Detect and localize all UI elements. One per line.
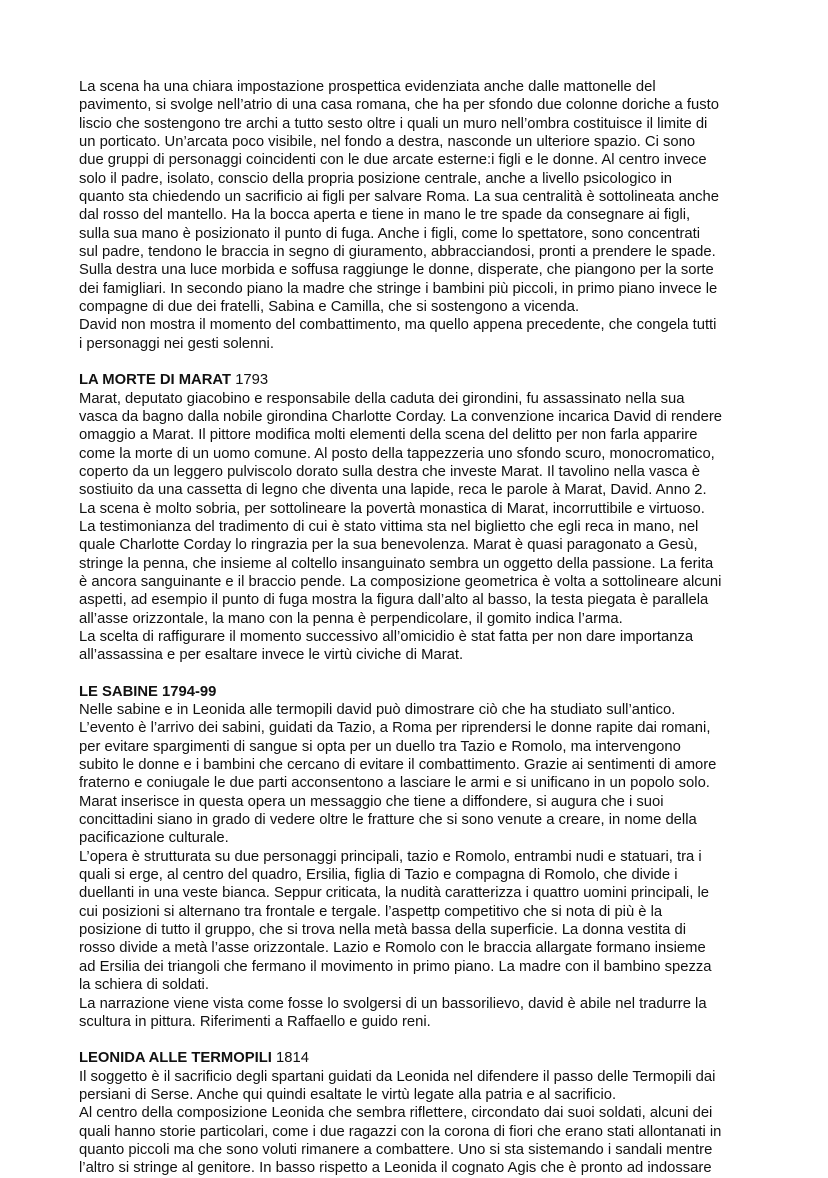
section-heading: [79, 371, 788, 389]
section-year: 1814: [276, 1050, 309, 1067]
section-heading: [79, 683, 788, 701]
section-title: LA MORTE DI MARAT: [79, 372, 232, 389]
section-paragraph: Marat, deputato giacobino e responsabile della caduta dei girondini, fu assassinato nella sua vasca da bagno dalla nobile girondina Charlotte Corday. La convenzione incarica David di rendere omaggio a Marat. Il pittore modifica molti elementi della scena del delitto per non farla apparire come la morte di un uomo comune. Al posto della tappezzeria uno sfondo scuro, monocromatico, coperto da un leggero pulviscolo dorato sulla destra che investe Marat. Il tavolino nella vasca è sostiuito da una cassetta di legno che diventa una lapide, reca le parole à Marat, David. Anno 2. La scena è molto sobria, per sottolineare la povertà monastica di Marat, incorruttibile e virtuoso. La testimonianza del tradimento di cui è stato vittima sta nel biglietto che egli reca in mano, nel quale Charlotte Corday lo ringrazia per la sua benevolenza. Marat è quasi paragonato a Gesù, stringe la penna, che insieme al coltello insanguinato sembra un oggetto della passione. La ferita è ancora sanguinante e il braccio pende. La composizione geometrica è volta a sottolineare alcuni aspetti, ad esempio il punto di fuga mostra la figura dall’alto al basso, la testa piegata è parallela all’asse orizzontale, la mano con la penna è perpendicolare, il gomito indica l’arma. La scelta di raffigurare il momento successivo all’omicidio è stat fatta per non dare importanza all’assassina e per esaltare invece le virtù civiche di Marat.: [79, 390, 722, 664]
section-heading: [79, 1049, 788, 1067]
section-year: 1793: [235, 372, 269, 389]
section-title: LEONIDA ALLE TERMOPILI: [79, 1050, 272, 1067]
section-sabine: [79, 683, 788, 1032]
section-marat: [79, 371, 788, 665]
section-paragraph: Nelle sabine e in Leonida alle termopili david può dimostrare ciò che ha studiato sull’antico. L’evento è l’arrivo dei sabini, guidati da Tazio, a Roma per riprendersi le donne rapite dai romani, per evitare spargimenti di sangue si opta per un duello tra Tazio e Romolo, ma intervengono subito le donne e i bambini che cercano di evitare il combattimento. Grazie ai sentimenti di amore fraterno e coniugale le due parti acconsentono a lasciare le armi e si unificano in un popolo solo. Marat inserisce in questa opera un messaggio che tiene a diffondere, si augura che i suoi concittadini siano in grado di vedere oltre le fratture che si sono venute a creare, in nome della pacificazione culturale. L’opera è strutturata su due personaggi principali, tazio e Romolo, entrambi nudi e statuari, tra i quali si erge, al centro del quadro, Ersilia, figlia di Tazio e compagna di Romolo, che divide i duellanti in una veste bianca. Seppur criticata, la nudità caratterizza i quattro uomini principali, le cui posizioni si alternano tra frontale e tergale. l’aspettp competitivo che si nota di più è la posizione di tutto il gruppo, che si trova nella metà bassa della superficie. La donna vestita di rosso divide a metà l’asse orizzontale. Lazio e Romolo con le braccia allargate formano insieme ad Ersilia dei triangoli che fermano il movimento in primo piano. La madre con il bambino spezza la schiera di soldati. La narrazione viene vista come fosse lo svolgersi di un bassorilievo, david è abile nel tradurre la scultura in pittura. Riferimenti a Raffaello e guido reni.: [79, 702, 717, 1030]
section-paragraph: Il soggetto è il sacrificio degli spartani guidati da Leonida nel difendere il passo delle Termopili dai persiani di Serse. Anche qui quindi esaltate le virtù legate alla patria e al sacrificio. Al centro della composizione Leonida che sembra riflettere, circondato dai suoi soldati, alcuni dei quali hanno storie particolari, come i due ragazzi con la corona di fiori che erano stati allontanati in quanto piccoli ma che sono voluti rimanere a combattere. Uno si sta sistemando i sandali mentre l’altro si stringe al genitore. In basso rispetto a Leonida il cognato Agis che è pronto ad indossare: [79, 1068, 722, 1177]
section-leonida: [79, 1049, 788, 1177]
intro-paragraph: La scena ha una chiara impostazione prospettica evidenziata anche dalle mattonelle del pavimento, si svolge nell’atrio di una casa romana, che ha per sfondo due colonne doriche a fusto liscio che sostengono tre archi a tutto sesto oltre i quali un muro nell’ombra costituisce il limite di un porticato. Un’arcata poco visibile, nel fondo a destra, nasconde un ulteriore spazio. Ci sono due gruppi di personaggi coincidenti con le due arcate esterne:i figli e le donne. Al centro invece solo il padre, isolato, conscio della propria posizione centrale, anche a livello psicologico in quanto sta chiedendo un sacrificio ai figli per salvare Roma. La sua centralità è sottolineata anche dal rosso del mantello. Ha la bocca aperta e tiene in mano le tre spade da consegnare ai figli, sulla sua mano è posizionato il punto di fuga. Anche i figli, come lo spettatore, sono concentrati sul padre, tendono le braccia in segno di giuramento, abbracciandosi, pronti a prendere le spade. Sulla destra una luce morbida e soffusa raggiunge le donne, disperate, che piangono per la sorte dei famigliari. In secondo piano la madre che stringe i bambini più piccoli, in primo piano invece le compagne di due dei fratelli, Sabina e Camilla, che si sostengono a vicenda. David non mostra il momento del combattimento, ma quello appena precedente, che congela tutti i personaggi nei gesti solenni.: [79, 79, 719, 352]
section-title: LE SABINE 1794-99: [79, 683, 217, 700]
